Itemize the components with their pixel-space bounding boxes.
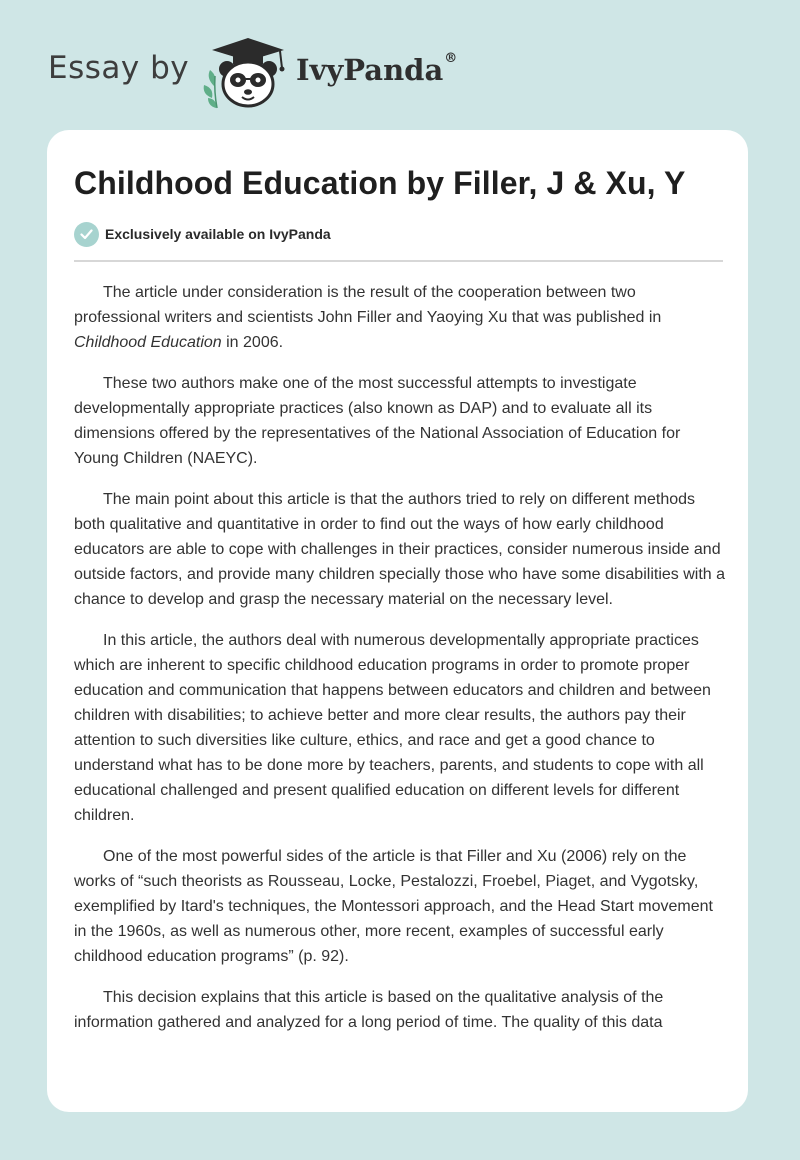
exclusive-badge [74,221,331,247]
paragraph-2: These two authors make one of the most successful attempts to investigate developmentally appropriate practices (also known as DAP) and to evaluate all its dimensions offered by the representatives of the National Association of Education for Young Children (NAEYC). [74,375,681,467]
article-card [47,130,748,1112]
paragraph-3: The main point about this article is that the authors tried to rely on different methods both qualitative and quantitative in order to find out the ways of how early childhood educators are able to cope with challenges in their practices, consider numerous inside and outside factors, and provide many children specially those who have some disabilities with a chance to develop and grasp the necessary material on the necessary level. [74,491,726,608]
journal-title: Childhood Education [74,334,222,351]
brand-name[interactable]: IvyPanda® [296,51,458,87]
divider [74,260,723,262]
article-title: Childhood Education by Filler, J & Xu, Y [74,165,686,201]
essay-by-label: Essay by [48,50,190,86]
ivypanda-logo-icon[interactable] [200,36,296,110]
paragraph-5: One of the most powerful sides of the article is that Filler and Xu (2006) rely on the works of “such theorists as Rousseau, Locke, Pestalozzi, Froebel, Piaget, and Vygotsky, exemplified by Itard's techniques, the Montessori approach, and the Head Start movement in the 1960s, as well as numerous other, more recent, examples of successful early childhood education programs” (p. 92). [74,848,713,965]
article-body [74,280,726,1051]
paragraph-4: In this article, the authors deal with numerous developmentally appropriate practices which are inherent to specific childhood education programs in order to promote proper education and communication that happens between educators and children and between children with disabilities; to achieve better and more clear results, the authors pay their attention to such diversities like culture, ethics, and race and get a good chance to understand what has to be done more by teachers, parents, and students to cope with all educational challenged and present qualified education on different levels for different children. [74,632,711,824]
paragraph-6: This decision explains that this article is based on the qualitative analysis of the information gathered and analyzed for a long period of time. The quality of this data [74,989,664,1031]
site-header [0,0,800,130]
paragraph-1: The article under consideration is the result of the cooperation between two professional writers and scientists John Filler and Yaoying Xu that was published in Childhood Education in 2006. [74,284,662,351]
check-circle-icon [74,222,99,247]
registered-mark: ® [444,51,458,66]
exclusive-badge-label: Exclusively available on IvyPanda [105,226,331,242]
